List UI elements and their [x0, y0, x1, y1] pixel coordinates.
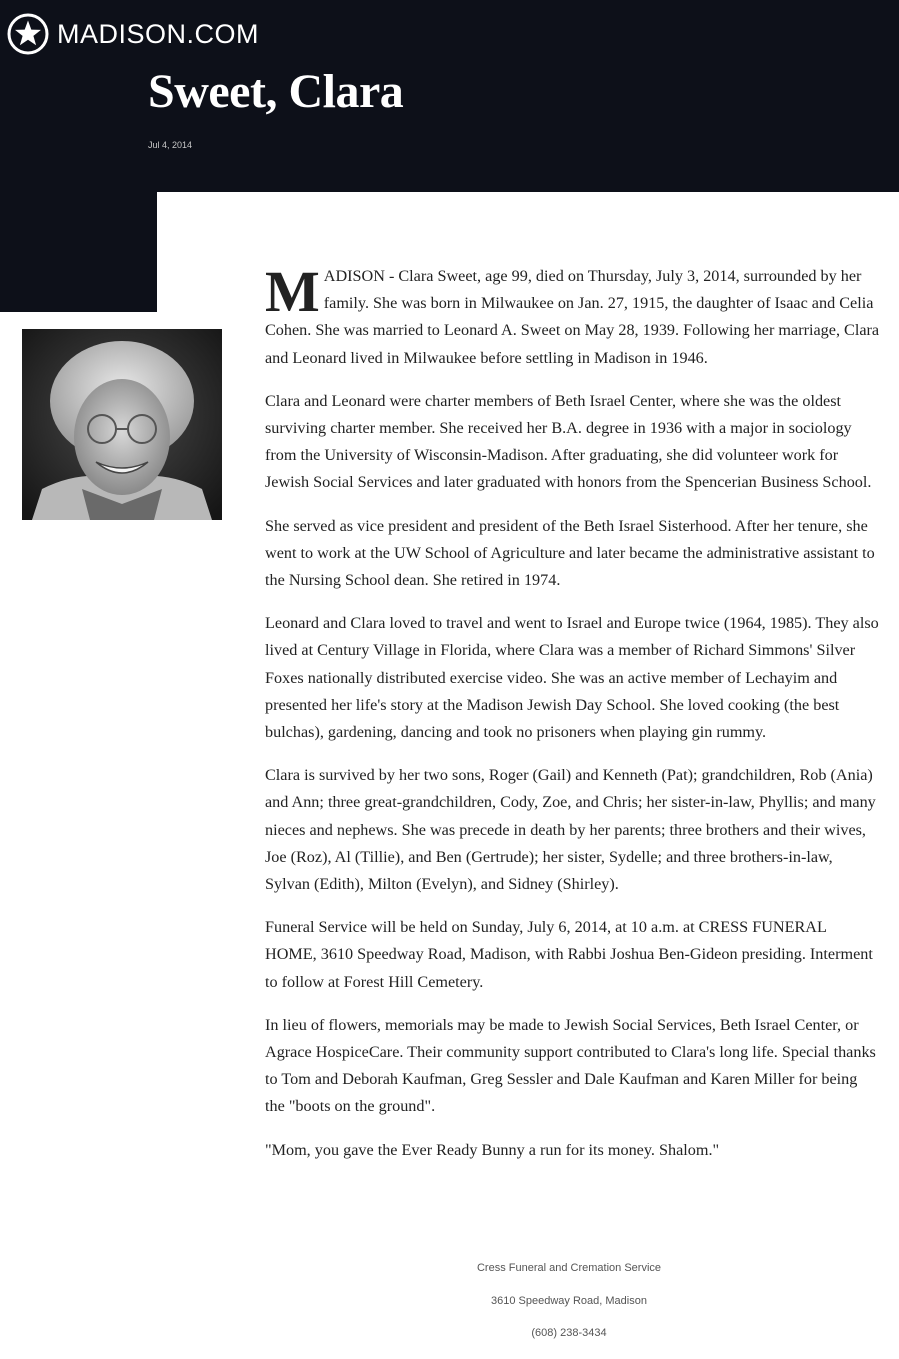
paragraph: Funeral Service will be held on Sunday, July 6, 2014, at 10 a.m. at CRESS FUNERAL HOME, 3610 Speedway Road, Madison, with Rabbi Joshua Ben-Gideon presiding. Interment to follow at Forest Hill Cemetery. [265, 918, 873, 991]
paragraph: "Mom, you gave the Ever Ready Bunny a run for its money. Shalom." [265, 1140, 720, 1159]
funeral-home-info [265, 1258, 873, 1356]
paragraph: Clara and Leonard were charter members of Beth Israel Center, where she was the oldest surviving charter member. She received her B.A. degree in 1936 with a major in sociology from the University of Wisconsin-Madison. After graduating, she did volunteer work for Jewish Social Services and later graduated with honors from the Spencerian Business School. [265, 391, 872, 492]
page-title: Sweet, Clara [148, 65, 404, 118]
paragraph-text: ADISON - Clara Sweet, age 99, died on Thursday, July 3, 2014, surrounded by her family. She was born in Milwaukee on Jan. 27, 1915, the daughter of Isaac and Celia Cohen. She was married to Leonard A. Sweet on May 28, 1939. Following her marriage, Clara and Leonard lived in Milwaukee before settling in Madison in 1946. [265, 267, 880, 367]
paragraph [265, 259, 880, 372]
drop-cap: M [265, 259, 320, 324]
funeral-home-name: Cress Funeral and Cremation Service [476, 1262, 662, 1274]
obituary-body [265, 259, 880, 1180]
header-accent-block [0, 192, 157, 312]
funeral-home-phone: (608) 238-3434 [531, 1327, 607, 1339]
site-logo-link[interactable] [7, 13, 259, 55]
paragraph: Clara is survived by her two sons, Roger (Gail) and Kenneth (Pat); grandchildren, Rob (Ania) and Ann; three great-grandchildren, Cody, Zoe, and Chris; her sister-in-law, Phyllis; and many nieces and nephews. She was precede in death by her parents; three brothers and their wives, Joe (Roz), Al (Tillie), and Ben (Gertrude); her sister, Sydelle; and three brothers-in-law, Sylvan (Edith), Milton (Evelyn), and Sidney (Shirley). [265, 766, 876, 894]
paragraph: In lieu of flowers, memorials may be made to Jewish Social Services, Beth Israel Center, or Agrace HospiceCare. Their community support contributed to Clara's long life. Special thanks to Tom and Deborah Kaufman, Greg Sessler and Dale Kaufman and Karen Miller for being the "boots on the ground". [265, 1015, 876, 1116]
star-in-circle-icon [7, 13, 49, 55]
portrait-photo [22, 329, 222, 520]
paragraph: She served as vice president and president of the Beth Israel Sisterhood. After her tenure, she went to work at the UW School of Agriculture and later became the administrative assistant to the Nursing School dean. She retired in 1974. [265, 516, 875, 590]
paragraph: Leonard and Clara loved to travel and went to Israel and Europe twice (1964, 1985). They also lived at Century Village in Florida, where Clara was a member of Richard Simmons' Silver Foxes nationally distributed exercise video. She was an active member of Lechayim and presented her life's story at the Madison Jewish Day School. She loved cooking (the best bulchas), gardening, dancing and took no prisoners when playing gin rummy. [265, 614, 879, 742]
publish-date: Jul 4, 2014 [148, 140, 193, 150]
site-logo-text: MADISON.COM [57, 19, 260, 49]
funeral-home-address: 3610 Speedway Road, Madison [491, 1294, 647, 1307]
